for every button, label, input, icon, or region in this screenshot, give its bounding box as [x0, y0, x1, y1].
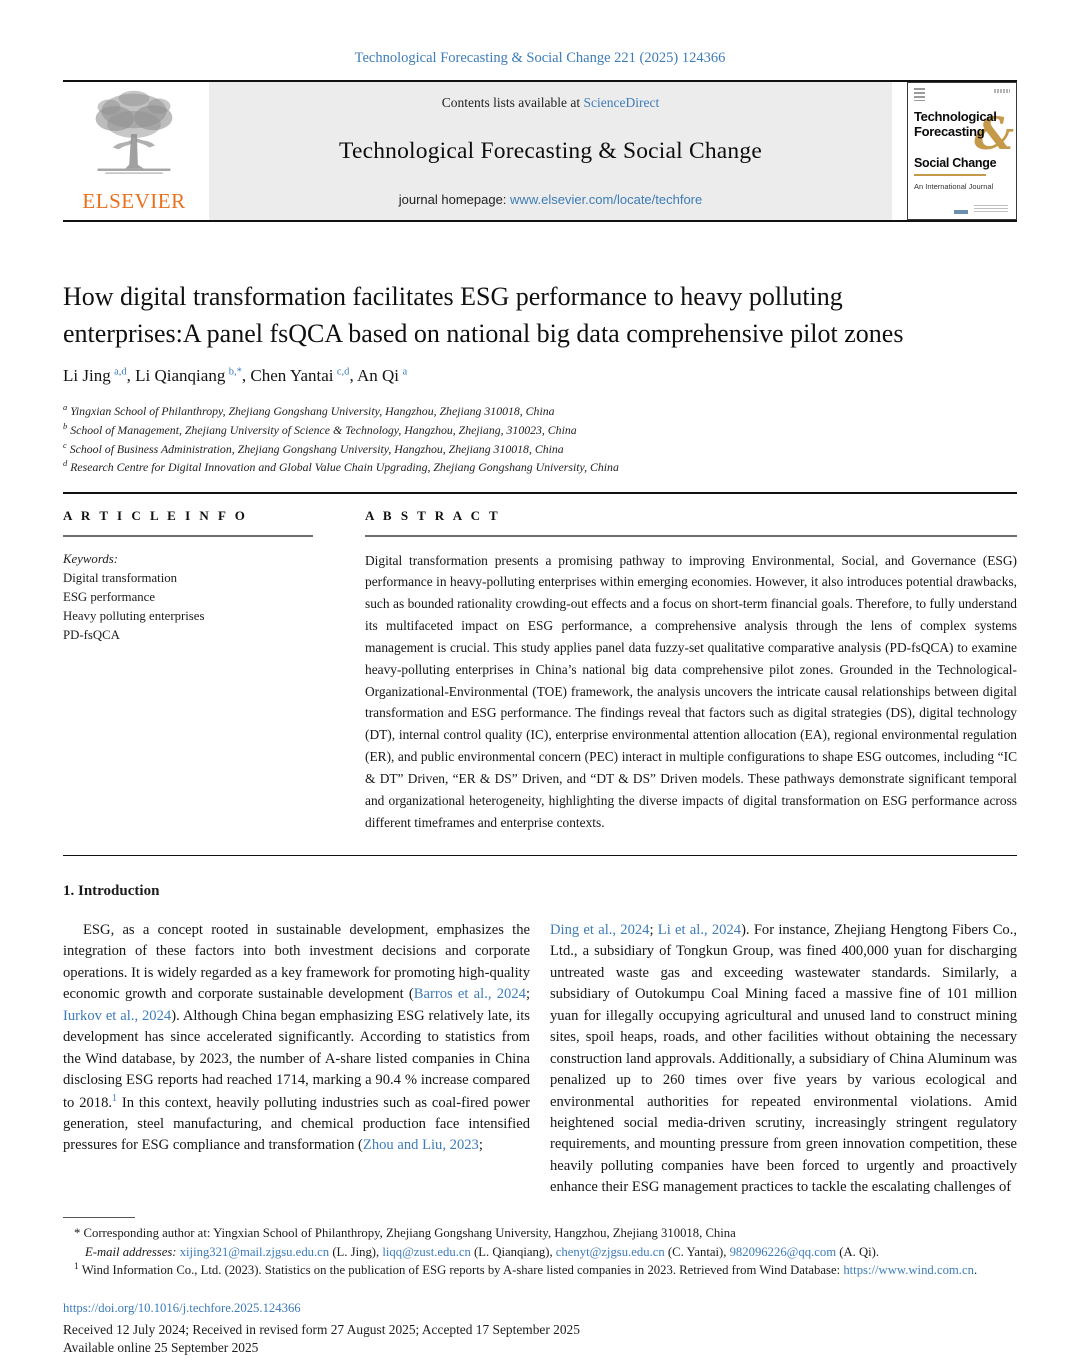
intro-paragraph-left [63, 920, 530, 1157]
divider [63, 855, 1017, 857]
homepage-line [399, 192, 703, 207]
author-list [63, 366, 1017, 386]
article-info-heading: A R T I C L E I N F O [63, 507, 248, 523]
section-heading: 1. Introduction [63, 883, 160, 899]
info-abstract-section [63, 508, 1017, 834]
keyword: Heavy polluting enterprises [63, 609, 205, 624]
footnote-1 [63, 1261, 1017, 1280]
author: Chen Yantai $^{c,d}$, [250, 366, 357, 386]
journal-citation: Technological Forecasting & Social Change 221 (2025) 124366 [354, 50, 726, 66]
intro-paragraph-right [550, 920, 1017, 1199]
inline-link[interactable]: Zhou and Liu, 2023 [362, 1137, 479, 1154]
article-title: How digital transformation facilitates ESG performance to heavy polluting enterprises:A panel fsQCA based on national big data comprehensive pilot zones [63, 282, 904, 349]
text-segment: (L. Qianqiang), [470, 1244, 556, 1259]
journal-page [0, 50, 1080, 1356]
cover-title-line2: Social Change [914, 155, 997, 170]
text-segment: (A. Qi). [836, 1244, 880, 1259]
corresponding-author-note [63, 1224, 1017, 1242]
text-segment: (L. Jing), [329, 1244, 383, 1259]
homepage-url-link[interactable]: www.elsevier.com/locate/techfore [510, 192, 703, 207]
doi-link[interactable]: https://doi.org/10.1016/j.techfore.2025.124366 [63, 1300, 301, 1315]
email-addresses-note [63, 1243, 1017, 1261]
cover-publisher-mark [954, 210, 968, 214]
article-history-block [63, 1301, 1017, 1356]
divider [365, 535, 1017, 537]
footnote-divider [63, 1217, 135, 1219]
affiliation: $^b$ School of Management, Zhejiang University of Science & Technology, Hangzhou, Zhejiang, 310023, China [63, 421, 577, 437]
text-segment: * Corresponding author at: Yingxian School of Philanthropy, Zhejiang Gongshang University, Hangzhou, Zhejiang 310018, China [74, 1226, 736, 1241]
homepage-label: journal homepage: [398, 192, 511, 207]
contents-text: Contents lists available at [441, 95, 584, 110]
elsevier-logo [63, 82, 205, 220]
text-segment: E-mail addresses: [85, 1244, 180, 1259]
cover-title-line1: Technological Forecasting [914, 109, 997, 139]
text-segment: Wind Information Co., Ltd. (2023). Statistics on the publication of ESG reports by A-share listed companies in 2023. Retrieved from Wind Database: [78, 1263, 844, 1278]
keyword: Digital transformation [63, 570, 178, 585]
right-column [550, 920, 1017, 1199]
keywords-block [63, 550, 313, 646]
journal-masthead [209, 82, 892, 220]
received-dates: Received 12 July 2024; Received in revised form 27 August 2025; Accepted 17 September 2025 [63, 1321, 580, 1337]
text-segment: ; [525, 986, 530, 1003]
inline-link[interactable]: https://www.wind.com.cn [843, 1263, 974, 1278]
abstract-text: Digital transformation presents a promising pathway to improving Environmental, Social, and Governance (ESG) performance in heavy-polluting enterprises within emerging economies. However, it also introduces potential drawbacks, such as bounded rationality crowding-out effects and a focus on short-term financial goals. Therefore, to fully understand its multifaceted impact on ESG performance, a comprehensive analysis through the lens of complex systems management is crucial. This study applies panel data fuzzy-set qualitative comparative analysis (PD-fsQCA) to examine heavy-polluting enterprises in China’s national big data comprehensive pilot zones. Grounded in the Technological-Organizational-Environmental (TOE) framework, the analysis uncovers the intricate causal relationships between digital transformation and ESG performance. The findings reveal that factors such as digital strategies (DS), digital technology (DT), internal control quality (IC), enterprise environmental attention allocation (EA), regional environmental regulation (ER), and public environmental concern (PEC) interact in multiple configurations to shape ESG outcomes, including “IC & DT” Driven, “ER & DS” Driven, and “DT & DS” Driven models. These pathways demonstrate significant temporal and organizational heterogeneity, highlighting the diverse impacts of digital transformation on ESG performance across different timeframes and enterprise contexts. [365, 552, 1017, 830]
article-info-column [63, 508, 313, 834]
abstract-column [365, 508, 1017, 834]
introduction-section [63, 883, 1017, 1199]
text-segment: ; [649, 922, 658, 938]
affiliation: $^d$ Research Centre for Digital Innovation and Global Value Chain Upgrading, Zhejiang Gongshang University, China [63, 458, 619, 475]
divider [63, 220, 1017, 222]
text-segment: In this context, heavily polluting industries such as coal-fired power generation, steel manufacturing, and chemical production face intensified pressures for ESG compliance and transformation ( [63, 1094, 530, 1154]
inline-link[interactable]: chenyt@zjgsu.edu.cn [555, 1244, 665, 1259]
divider [63, 492, 1017, 494]
inline-link[interactable]: xijing321@mail.zjgsu.edu.cn [179, 1244, 330, 1259]
author: Li Jing $^{a,d}$, [63, 366, 136, 386]
divider [63, 535, 313, 537]
contents-line [442, 95, 659, 111]
elsevier-tree-icon [86, 86, 182, 182]
author: Li Qianqiang $^{b,*}$, [135, 366, 251, 386]
keyword: PD-fsQCA [63, 628, 120, 643]
keyword: ESG performance [63, 589, 156, 604]
elsevier-wordmark: ELSEVIER [82, 189, 186, 213]
text-segment: ; [478, 1137, 483, 1154]
journal-title: Technological Forecasting & Social Change [339, 138, 762, 164]
abstract-heading: A B S T R A C T [365, 507, 501, 523]
available-online: Available online 25 September 2025 [63, 1339, 259, 1355]
affiliation: $^a$ Yingxian School of Philanthropy, Zhejiang Gongshang University, Hangzhou, Zhejiang 310018, China [63, 402, 555, 419]
keywords-label: Keywords: [63, 551, 118, 566]
text-segment: (C. Yantai), [664, 1244, 730, 1259]
cover-ampersand: & [974, 109, 1014, 160]
left-column [63, 920, 530, 1199]
affiliation-list [63, 401, 1017, 476]
inline-link[interactable]: Barros et al., 2024 [413, 986, 526, 1003]
cover-subtitle: An International Journal [914, 181, 994, 191]
sciencedirect-link[interactable]: ScienceDirect [583, 95, 660, 110]
inline-link[interactable]: Ding et al., 2024 [550, 922, 650, 938]
cover-footer-smallprint [974, 205, 1008, 213]
journal-cover-thumbnail[interactable] [907, 82, 1017, 220]
inline-link[interactable]: Li et al., 2024 [657, 922, 742, 938]
journal-header-banner [63, 82, 1017, 220]
text-segment: . [973, 1263, 978, 1278]
text-segment: ). Although China began emphasizing ESG relatively late, its development has since accelerated significantly. According to statistics from the Wind database, by 2023, the number of A-share listed companies in China disclosing ESG reports had reached 1714, marking a 90.4 % increase compared to 2018. [63, 1007, 530, 1111]
inline-link[interactable]: 982096226@qq.com [729, 1244, 837, 1259]
text-segment: ). For instance, Zhejiang Hengtong Fibers Co., Ltd., a subsidiary of Tongkun Group, was fined 400,000 yuan for discharging untreated waste gas and exceeding wastewater standards. Similarly, a subsidiary of Outokumpu Coal Mining faced a massive fine of 101 million yuan for illegally occupying agricultural and unused land to construct mining sites, spoil heaps, roads, and other facilities without obtaining the necessary construction land approvals. Additionally, a subsidiary of China Aluminum was penalized up to 260 times over five years by various ecological and environmental authorities for repeated environmental violations. Amid heightened social media-driven scrutiny, increasingly stringent regulatory requirements, and mounting pressure from green innovation competition, these heavily polluting companies have been forced to urgently and proactively enhance their ESG management practices to tackle the escalating challenges of [550, 922, 1018, 1196]
cover-issue-smallprint [994, 89, 1010, 93]
two-column-body [63, 920, 1017, 1199]
inline-link[interactable]: Iurkov et al., 2024 [63, 1007, 172, 1024]
inline-link[interactable]: liqq@zust.edu.cn [382, 1244, 471, 1259]
cover-gold-underline [914, 174, 986, 176]
text-segment: 1 [74, 1262, 79, 1272]
text-segment: 1 [112, 1092, 118, 1104]
author: An Qi $^a$ [357, 366, 408, 386]
affiliation: $^c$ School of Business Administration, Zhejiang Gongshang University, Hangzhou, Zhejiang 310018, China [63, 439, 564, 456]
text-segment: ESG, as a concept rooted in sustainable development, emphasizes the integration of these factors into both investment decisions and corporate operations. It is widely regarded as a key framework for promoting high-quality economic growth and corporate sustainable development ( [63, 922, 530, 1003]
cover-barcode-mark [914, 88, 925, 101]
